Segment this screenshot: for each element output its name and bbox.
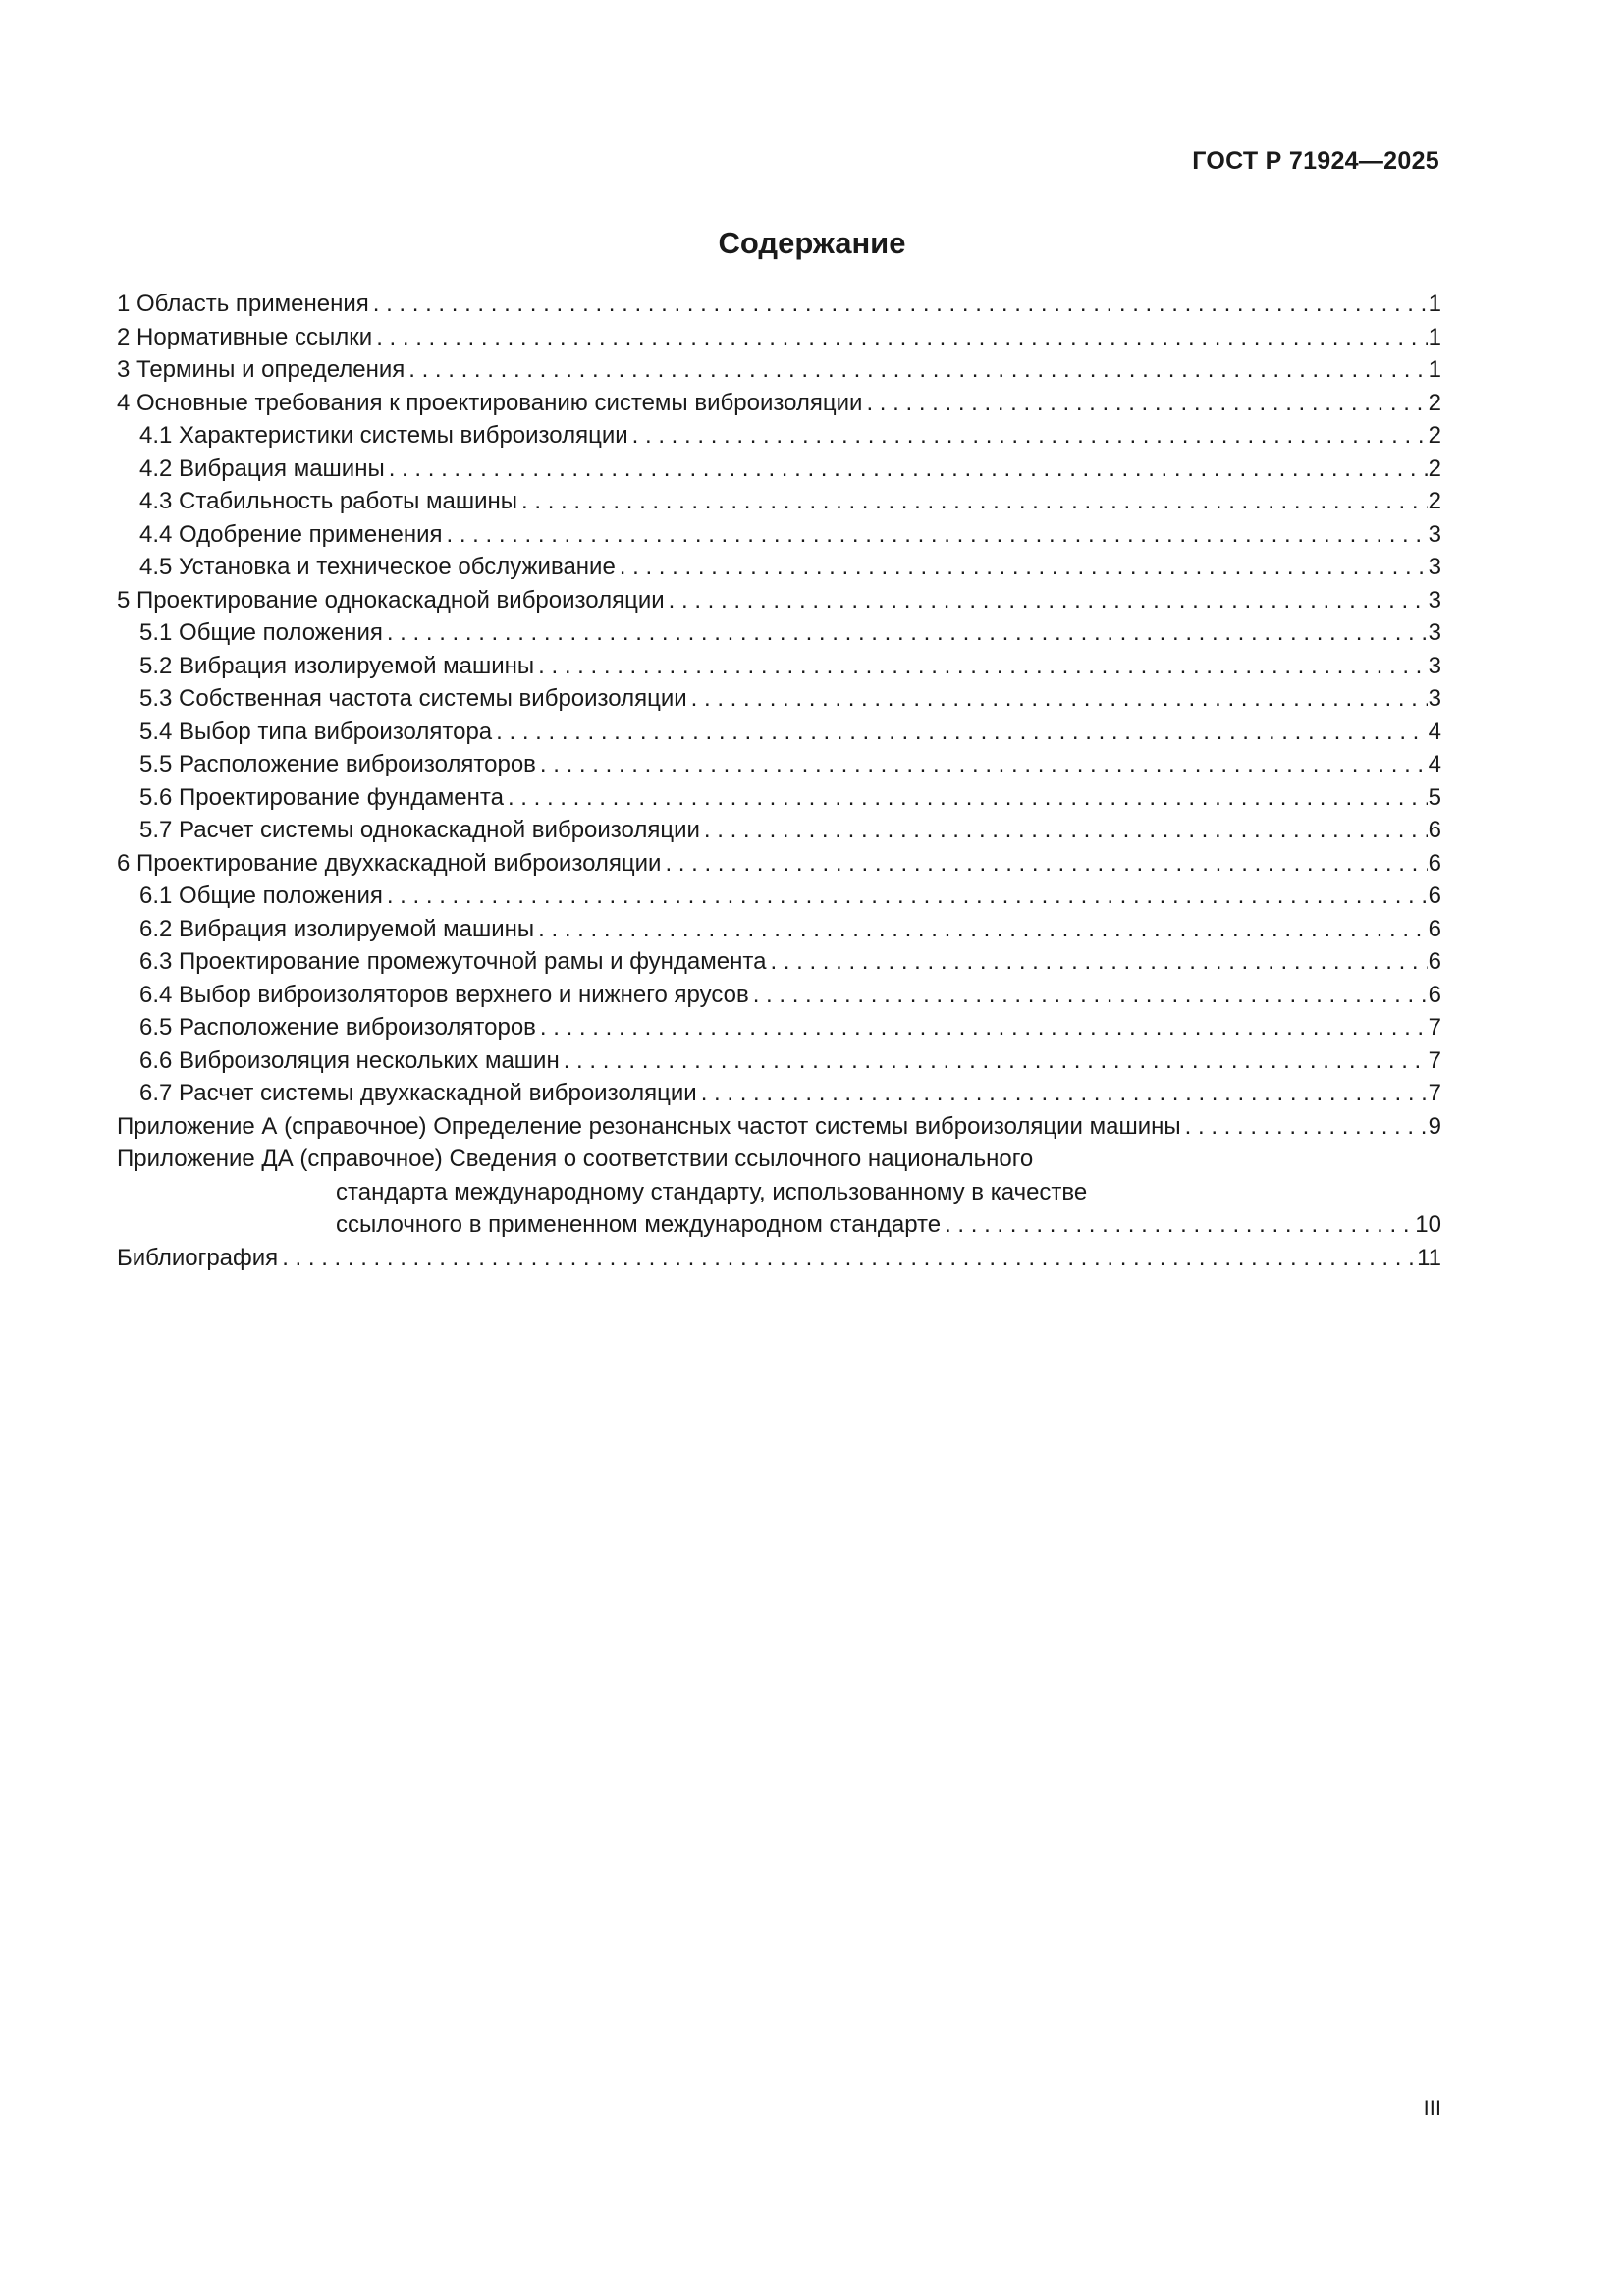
toc-subentry[interactable]	[117, 682, 1441, 716]
toc-entry[interactable]	[117, 387, 1441, 420]
toc-entry-label: 6.6 Виброизоляция нескольких машин	[139, 1046, 560, 1074]
toc-subentry[interactable]	[117, 453, 1441, 486]
toc-entry-page: 6	[1428, 882, 1441, 909]
dot-leader	[691, 682, 1428, 716]
toc-entry-page: 4	[1428, 751, 1441, 777]
dot-leader	[704, 814, 1428, 847]
toc-entry-page: 1	[1428, 356, 1441, 383]
toc-subentry[interactable]	[117, 1011, 1441, 1044]
dot-leader	[632, 419, 1428, 453]
toc-entry-label: 4.4 Одобрение применения	[139, 520, 443, 548]
toc-entry-label: 2 Нормативные ссылки	[117, 323, 373, 350]
table-of-contents	[117, 288, 1441, 1274]
toc-subentry[interactable]	[117, 551, 1441, 584]
dot-leader	[701, 1077, 1428, 1110]
toc-entry-page: 5	[1428, 783, 1441, 811]
dot-leader	[376, 321, 1427, 354]
dot-leader	[753, 979, 1428, 1012]
toc-subentry[interactable]	[117, 716, 1441, 749]
toc-entry[interactable]	[117, 321, 1441, 354]
toc-entry-label: 4.2 Вибрация машины	[139, 454, 385, 482]
toc-entry-label-line: Приложение ДА (справочное) Сведения о соответствии ссылочного национального	[117, 1146, 1034, 1172]
toc-entry-page: 3	[1428, 520, 1441, 548]
toc-entry-label: Библиография	[117, 1244, 279, 1271]
toc-entry-label: 5.6 Проектирование фундамента	[139, 783, 504, 811]
dot-leader	[669, 584, 1428, 617]
toc-subentry[interactable]	[117, 1077, 1441, 1110]
toc-entry-bibliography[interactable]	[117, 1242, 1441, 1275]
toc-entry-page: 3	[1428, 652, 1441, 679]
toc-subentry[interactable]	[117, 945, 1441, 979]
dot-leader	[521, 485, 1428, 518]
dot-leader	[866, 387, 1427, 420]
toc-entry-page: 6	[1428, 817, 1441, 843]
toc-entry-label: 3 Термины и определения	[117, 356, 406, 383]
toc-entry-page: 3	[1428, 619, 1441, 646]
dot-leader	[389, 453, 1428, 486]
toc-entry-label: 5.2 Вибрация изолируемой машины	[139, 652, 535, 679]
dot-leader	[408, 353, 1427, 387]
page-number: III	[1423, 2096, 1441, 2120]
toc-entry-label: 4.1 Характеристики системы виброизоляции	[139, 422, 628, 449]
toc-entry-page: 2	[1428, 389, 1441, 416]
toc-entry-page: 11	[1417, 1244, 1441, 1271]
toc-entry[interactable]	[117, 288, 1441, 321]
dot-leader	[447, 518, 1428, 552]
toc-entry-label: 1 Область применения	[117, 291, 369, 317]
dot-leader	[665, 847, 1427, 881]
dot-leader	[770, 945, 1427, 979]
toc-entry-page: 6	[1428, 849, 1441, 877]
toc-entry-appendix-a[interactable]	[117, 1110, 1441, 1144]
toc-entry-label: 4.3 Стабильность работы машины	[139, 488, 518, 514]
dot-leader	[387, 880, 1428, 913]
toc-subentry[interactable]	[117, 419, 1441, 453]
dot-leader	[538, 650, 1427, 683]
toc-entry-label-line: стандарта международному стандарту, использованному в качестве	[336, 1178, 1088, 1205]
dot-leader	[1185, 1110, 1428, 1144]
toc-entry-page: 7	[1428, 1046, 1441, 1074]
toc-entry-page: 1	[1428, 291, 1441, 317]
toc-subentry[interactable]	[117, 485, 1441, 518]
toc-entry-page: 10	[1415, 1211, 1441, 1238]
toc-subentry[interactable]	[117, 814, 1441, 847]
toc-subentry[interactable]	[117, 880, 1441, 913]
toc-entry-page: 3	[1428, 586, 1441, 614]
toc-entry-page: 4	[1428, 718, 1441, 745]
toc-entry-label: 4 Основные требования к проектированию системы виброизоляции	[117, 389, 863, 416]
toc-entry-label: 5.7 Расчет системы однокаскадной виброизоляции	[139, 817, 700, 843]
toc-subentry[interactable]	[117, 781, 1441, 815]
toc-entry-page: 2	[1428, 422, 1441, 449]
dot-leader	[373, 288, 1428, 321]
toc-entry-label: 6 Проектирование двухкаскадной виброизоляции	[117, 849, 662, 877]
toc-entry-label: 6.3 Проектирование промежуточной рамы и фундамента	[139, 948, 767, 975]
toc-entry-page: 2	[1428, 454, 1441, 482]
dot-leader	[564, 1044, 1428, 1078]
toc-entry-label: 5 Проектирование однокаскадной виброизоляции	[117, 586, 665, 614]
toc-entry-page: 6	[1428, 981, 1441, 1008]
dot-leader	[282, 1242, 1416, 1275]
toc-subentry[interactable]	[117, 518, 1441, 552]
dot-leader	[945, 1208, 1414, 1242]
toc-subentry[interactable]	[117, 1044, 1441, 1078]
dot-leader	[540, 1011, 1428, 1044]
toc-entry-label: 5.1 Общие положения	[139, 619, 383, 646]
toc-entry-label: 5.3 Собственная частота системы виброизоляции	[139, 685, 687, 712]
toc-entry-label-line: ссылочного в примененном международном стандарте	[336, 1211, 942, 1238]
toc-entry-label: 4.5 Установка и техническое обслуживание	[139, 554, 616, 580]
toc-entry-label: Приложение А (справочное) Определение резонансных частот системы виброизоляции машины	[117, 1112, 1181, 1140]
toc-subentry[interactable]	[117, 913, 1441, 946]
dot-leader	[508, 781, 1428, 815]
dot-leader	[620, 551, 1428, 584]
toc-entry-label: 5.5 Расположение виброизоляторов	[139, 751, 536, 777]
toc-subentry[interactable]	[117, 748, 1441, 781]
toc-entry-appendix-da[interactable]	[117, 1143, 1441, 1242]
toc-entry-label: 6.2 Вибрация изолируемой машины	[139, 915, 535, 942]
dot-leader	[540, 748, 1428, 781]
toc-entry-label: 5.4 Выбор типа виброизолятора	[139, 718, 493, 745]
toc-entry-page: 2	[1428, 488, 1441, 514]
toc-subentry[interactable]	[117, 979, 1441, 1012]
toc-title: Содержание	[718, 226, 906, 260]
toc-entry[interactable]	[117, 353, 1441, 387]
toc-entry-page: 3	[1428, 554, 1441, 580]
toc-entry-label: 6.1 Общие положения	[139, 882, 383, 909]
dot-leader	[387, 616, 1428, 650]
toc-entry-page: 6	[1428, 948, 1441, 975]
toc-entry-label: 6.4 Выбор виброизоляторов верхнего и нижнего ярусов	[139, 981, 749, 1008]
toc-entry-page: 9	[1428, 1112, 1441, 1140]
toc-entry[interactable]	[117, 847, 1441, 881]
toc-entry-label: 6.5 Расположение виброизоляторов	[139, 1014, 536, 1041]
toc-subentry[interactable]	[117, 650, 1441, 683]
toc-entry[interactable]	[117, 584, 1441, 617]
toc-subentry[interactable]	[117, 616, 1441, 650]
toc-entry-label: 6.7 Расчет системы двухкаскадной виброизоляции	[139, 1080, 697, 1106]
toc-entry-page: 1	[1428, 323, 1441, 350]
toc-entry-last-line	[117, 1208, 1441, 1242]
toc-entry-page: 7	[1428, 1014, 1441, 1041]
dot-leader	[496, 716, 1428, 749]
toc-entry-page: 6	[1428, 915, 1441, 942]
toc-entry-page: 3	[1428, 685, 1441, 712]
dot-leader	[538, 913, 1427, 946]
document-code: ГОСТ Р 71924—2025	[1192, 147, 1439, 175]
toc-entry-page: 7	[1428, 1080, 1441, 1106]
